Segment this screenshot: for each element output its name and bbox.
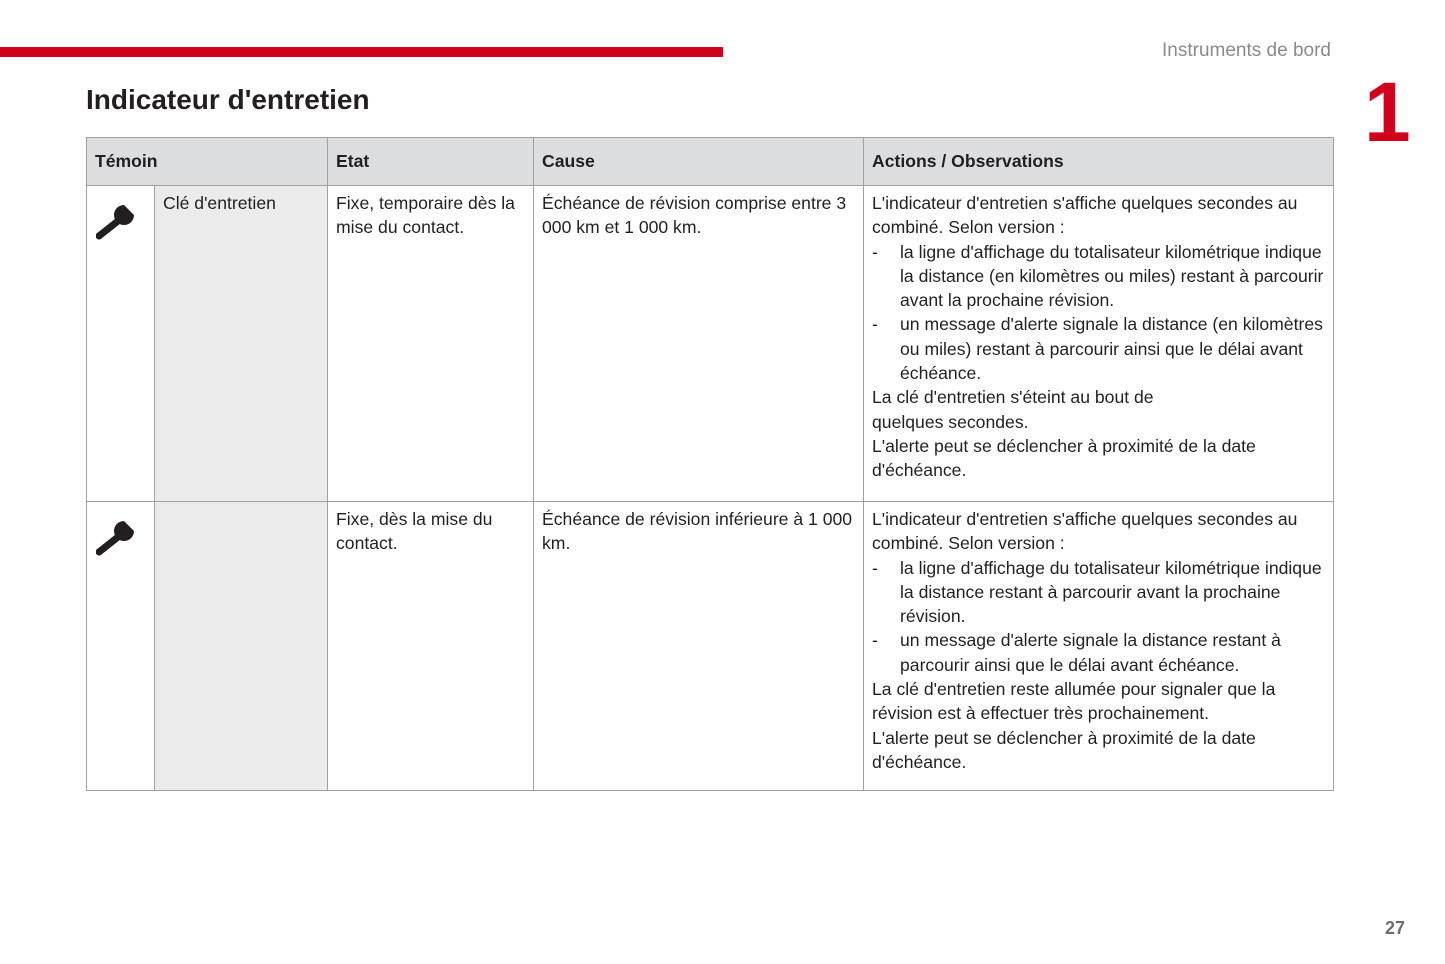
actions-cell <box>864 502 1334 791</box>
header-accent-bar <box>0 47 723 57</box>
indicator-label <box>155 502 328 791</box>
actions-intro: L'indicateur d'entretien s'affiche quelques secondes au combiné. Selon version : <box>872 193 1298 238</box>
cause-cell: Échéance de révision comprise entre 3 000 km et 1 000 km. <box>534 186 864 502</box>
wrench-icon <box>96 201 142 241</box>
table-row <box>87 502 1334 791</box>
actions-intro: L'indicateur d'entretien s'affiche quelques secondes au combiné. Selon version : <box>872 509 1298 554</box>
actions-note: La clé d'entretien reste allumée pour signaler que la révision est à effectuer très prochainement. <box>872 679 1276 724</box>
actions-note: L'alerte peut se déclencher à proximité de la date d'échéance. <box>872 727 1256 772</box>
chapter-number: 1 <box>1364 65 1411 159</box>
actions-bullet <box>872 240 1325 313</box>
page-number: 27 <box>1384 918 1405 938</box>
column-header-temoin: Témoin <box>87 138 328 186</box>
wrench-icon <box>96 517 142 557</box>
bullet-text: un message d'alerte signale la distance restant à parcourir ainsi que le délai avant échéance. <box>900 630 1281 675</box>
table-row <box>87 186 1334 502</box>
bullet-dash: - <box>872 314 878 335</box>
actions-cell <box>864 186 1334 502</box>
actions-note: L'alerte peut se déclencher à proximité de la date d'échéance. <box>872 435 1256 481</box>
bullet-dash: - <box>872 241 878 262</box>
indicator-label: Clé d'entretien <box>155 186 328 502</box>
actions-note: La clé d'entretien s'éteint au bout de quelques secondes. <box>872 387 1154 432</box>
bullet-text: la ligne d'affichage du totalisateur kilométrique indique la distance (en kilomètres ou miles) restant à parcourir avant la prochaine révision. <box>900 241 1324 311</box>
bullet-text: un message d'alerte signale la distance (en kilomètres ou miles) restant à parcourir ainsi que le délai avant échéance. <box>900 314 1323 384</box>
indicator-icon-cell <box>87 186 155 502</box>
column-header-etat: Etat <box>328 138 534 186</box>
actions-bullet <box>872 628 1325 677</box>
bullet-dash: - <box>872 557 878 578</box>
column-header-cause: Cause <box>534 138 864 186</box>
bullet-dash: - <box>872 630 878 651</box>
column-header-actions: Actions / Observations <box>864 138 1334 186</box>
indicator-icon-cell <box>87 502 155 791</box>
table-header-row <box>87 138 1334 186</box>
actions-bullet <box>872 312 1325 385</box>
bullet-text: la ligne d'affichage du totalisateur kilométrique indique la distance restant à parcourir avant la prochaine révision. <box>900 557 1322 627</box>
page-title: Indicateur d'entretien <box>86 84 370 115</box>
cause-cell: Échéance de révision inférieure à 1 000 km. <box>534 502 864 791</box>
actions-bullet <box>872 556 1325 629</box>
etat-cell: Fixe, temporaire dès la mise du contact. <box>328 186 534 502</box>
section-title: Instruments de bord <box>1162 40 1331 61</box>
maintenance-indicator-table <box>86 137 1334 791</box>
etat-cell: Fixe, dès la mise du contact. <box>328 502 534 791</box>
